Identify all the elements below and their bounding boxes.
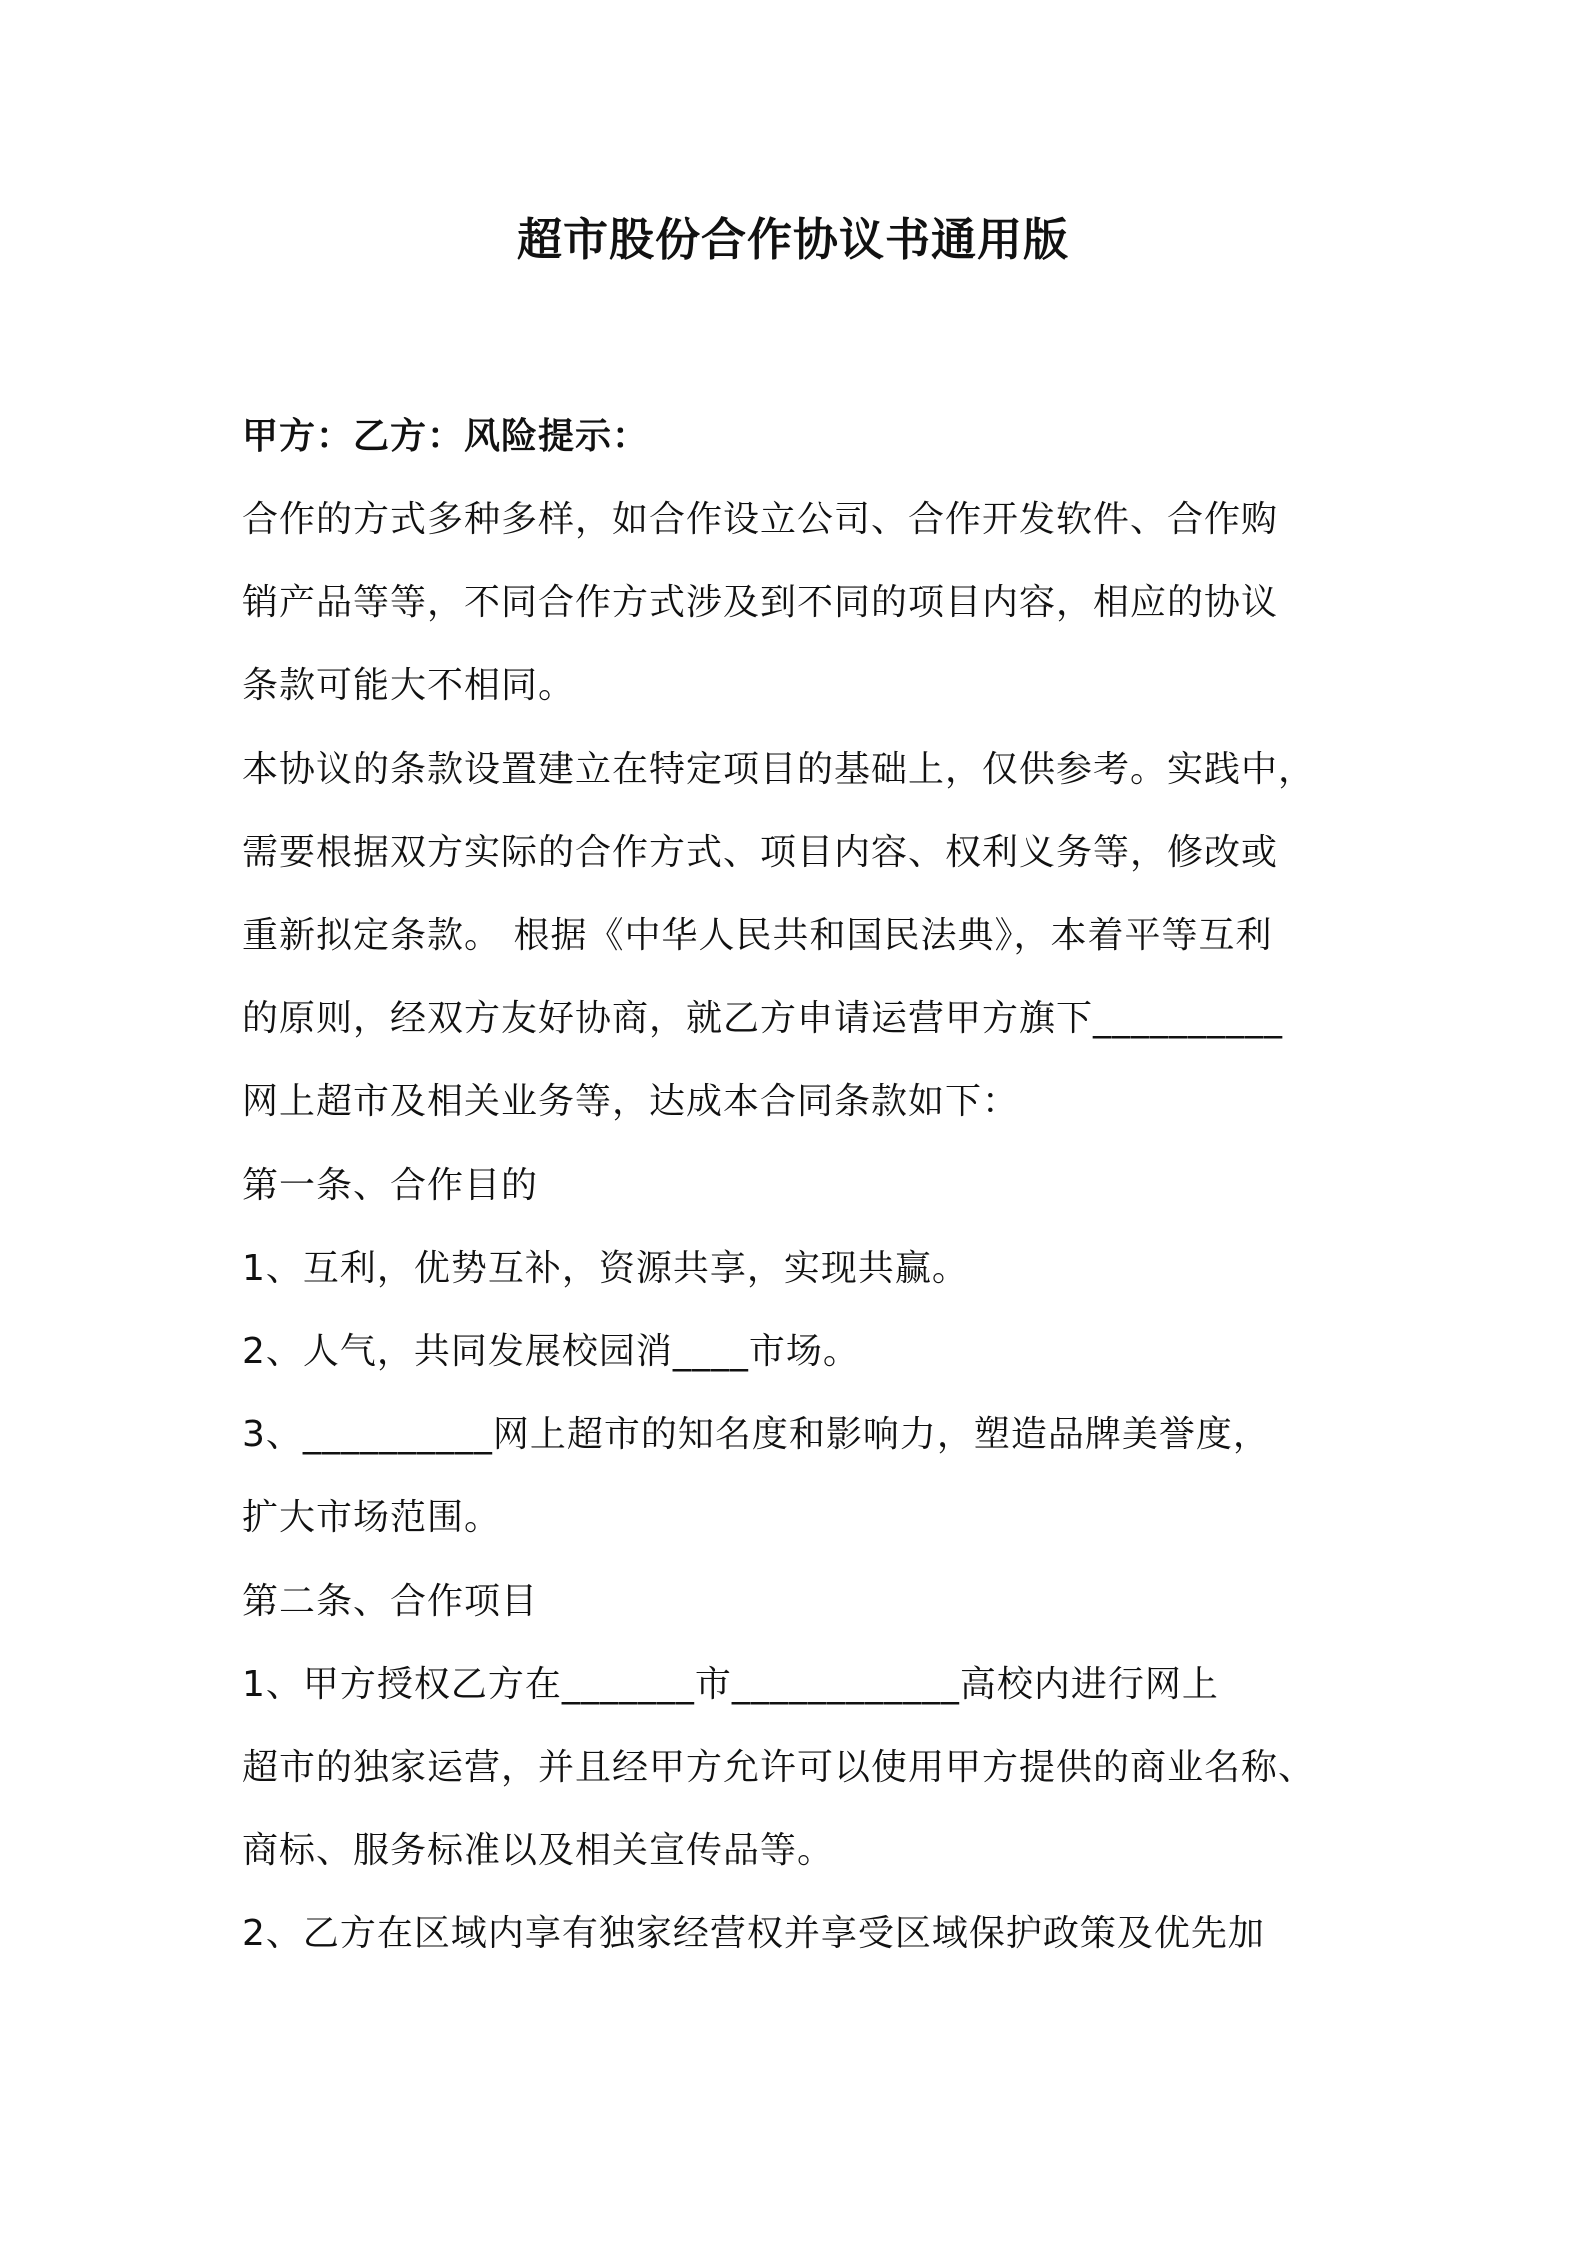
section-heading: 第一条、合作目的	[242, 1165, 539, 1206]
body-line: 本协议的条款设置建立在特定项目的基础上，仅供参考。实践中，	[242, 749, 1316, 790]
document-title: 超市股份合作协议书通用版	[516, 213, 1069, 266]
body-line: 1、互利，优势互补，资源共享，实现共赢。	[242, 1248, 969, 1289]
body-line: 1、甲方授权乙方在_______市____________高校内进行网上	[242, 1664, 1219, 1705]
body-line: 网上超市及相关业务等，达成本合同条款如下：	[242, 1081, 1020, 1122]
body-line: 2、乙方在区域内享有独家经营权并享受区域保护政策及优先加	[242, 1913, 1265, 1954]
body-line: 扩大市场范围。	[242, 1497, 502, 1538]
body-line: 需要根据双方实际的合作方式、项目内容、权利义务等，修改或	[242, 832, 1279, 873]
body-line: 超市的独家运营，并且经甲方允许可以使用甲方提供的商业名称、	[242, 1747, 1316, 1788]
body-line: 2、人气，共同发展校园消____市场。	[242, 1331, 860, 1372]
body-line: 重新拟定条款。 根据《中华人民共和国民法典》，本着平等互利	[242, 915, 1273, 956]
parties-header: 甲方：乙方：风险提示：	[242, 416, 650, 457]
body-line: 合作的方式多种多样，如合作设立公司、合作开发软件、合作购	[242, 499, 1279, 540]
body-line: 条款可能大不相同。	[242, 665, 576, 706]
body-line: 的原则，经双方友好协商，就乙方申请运营甲方旗下__________	[242, 998, 1284, 1039]
section-heading: 第二条、合作项目	[242, 1581, 539, 1622]
body-line: 销产品等等，不同合作方式涉及到不同的项目内容，相应的协议	[242, 582, 1279, 623]
body-line: 3、__________网上超市的知名度和影响力，塑造品牌美誉度，	[242, 1414, 1270, 1455]
body-line: 商标、服务标准以及相关宣传品等。	[242, 1830, 835, 1871]
